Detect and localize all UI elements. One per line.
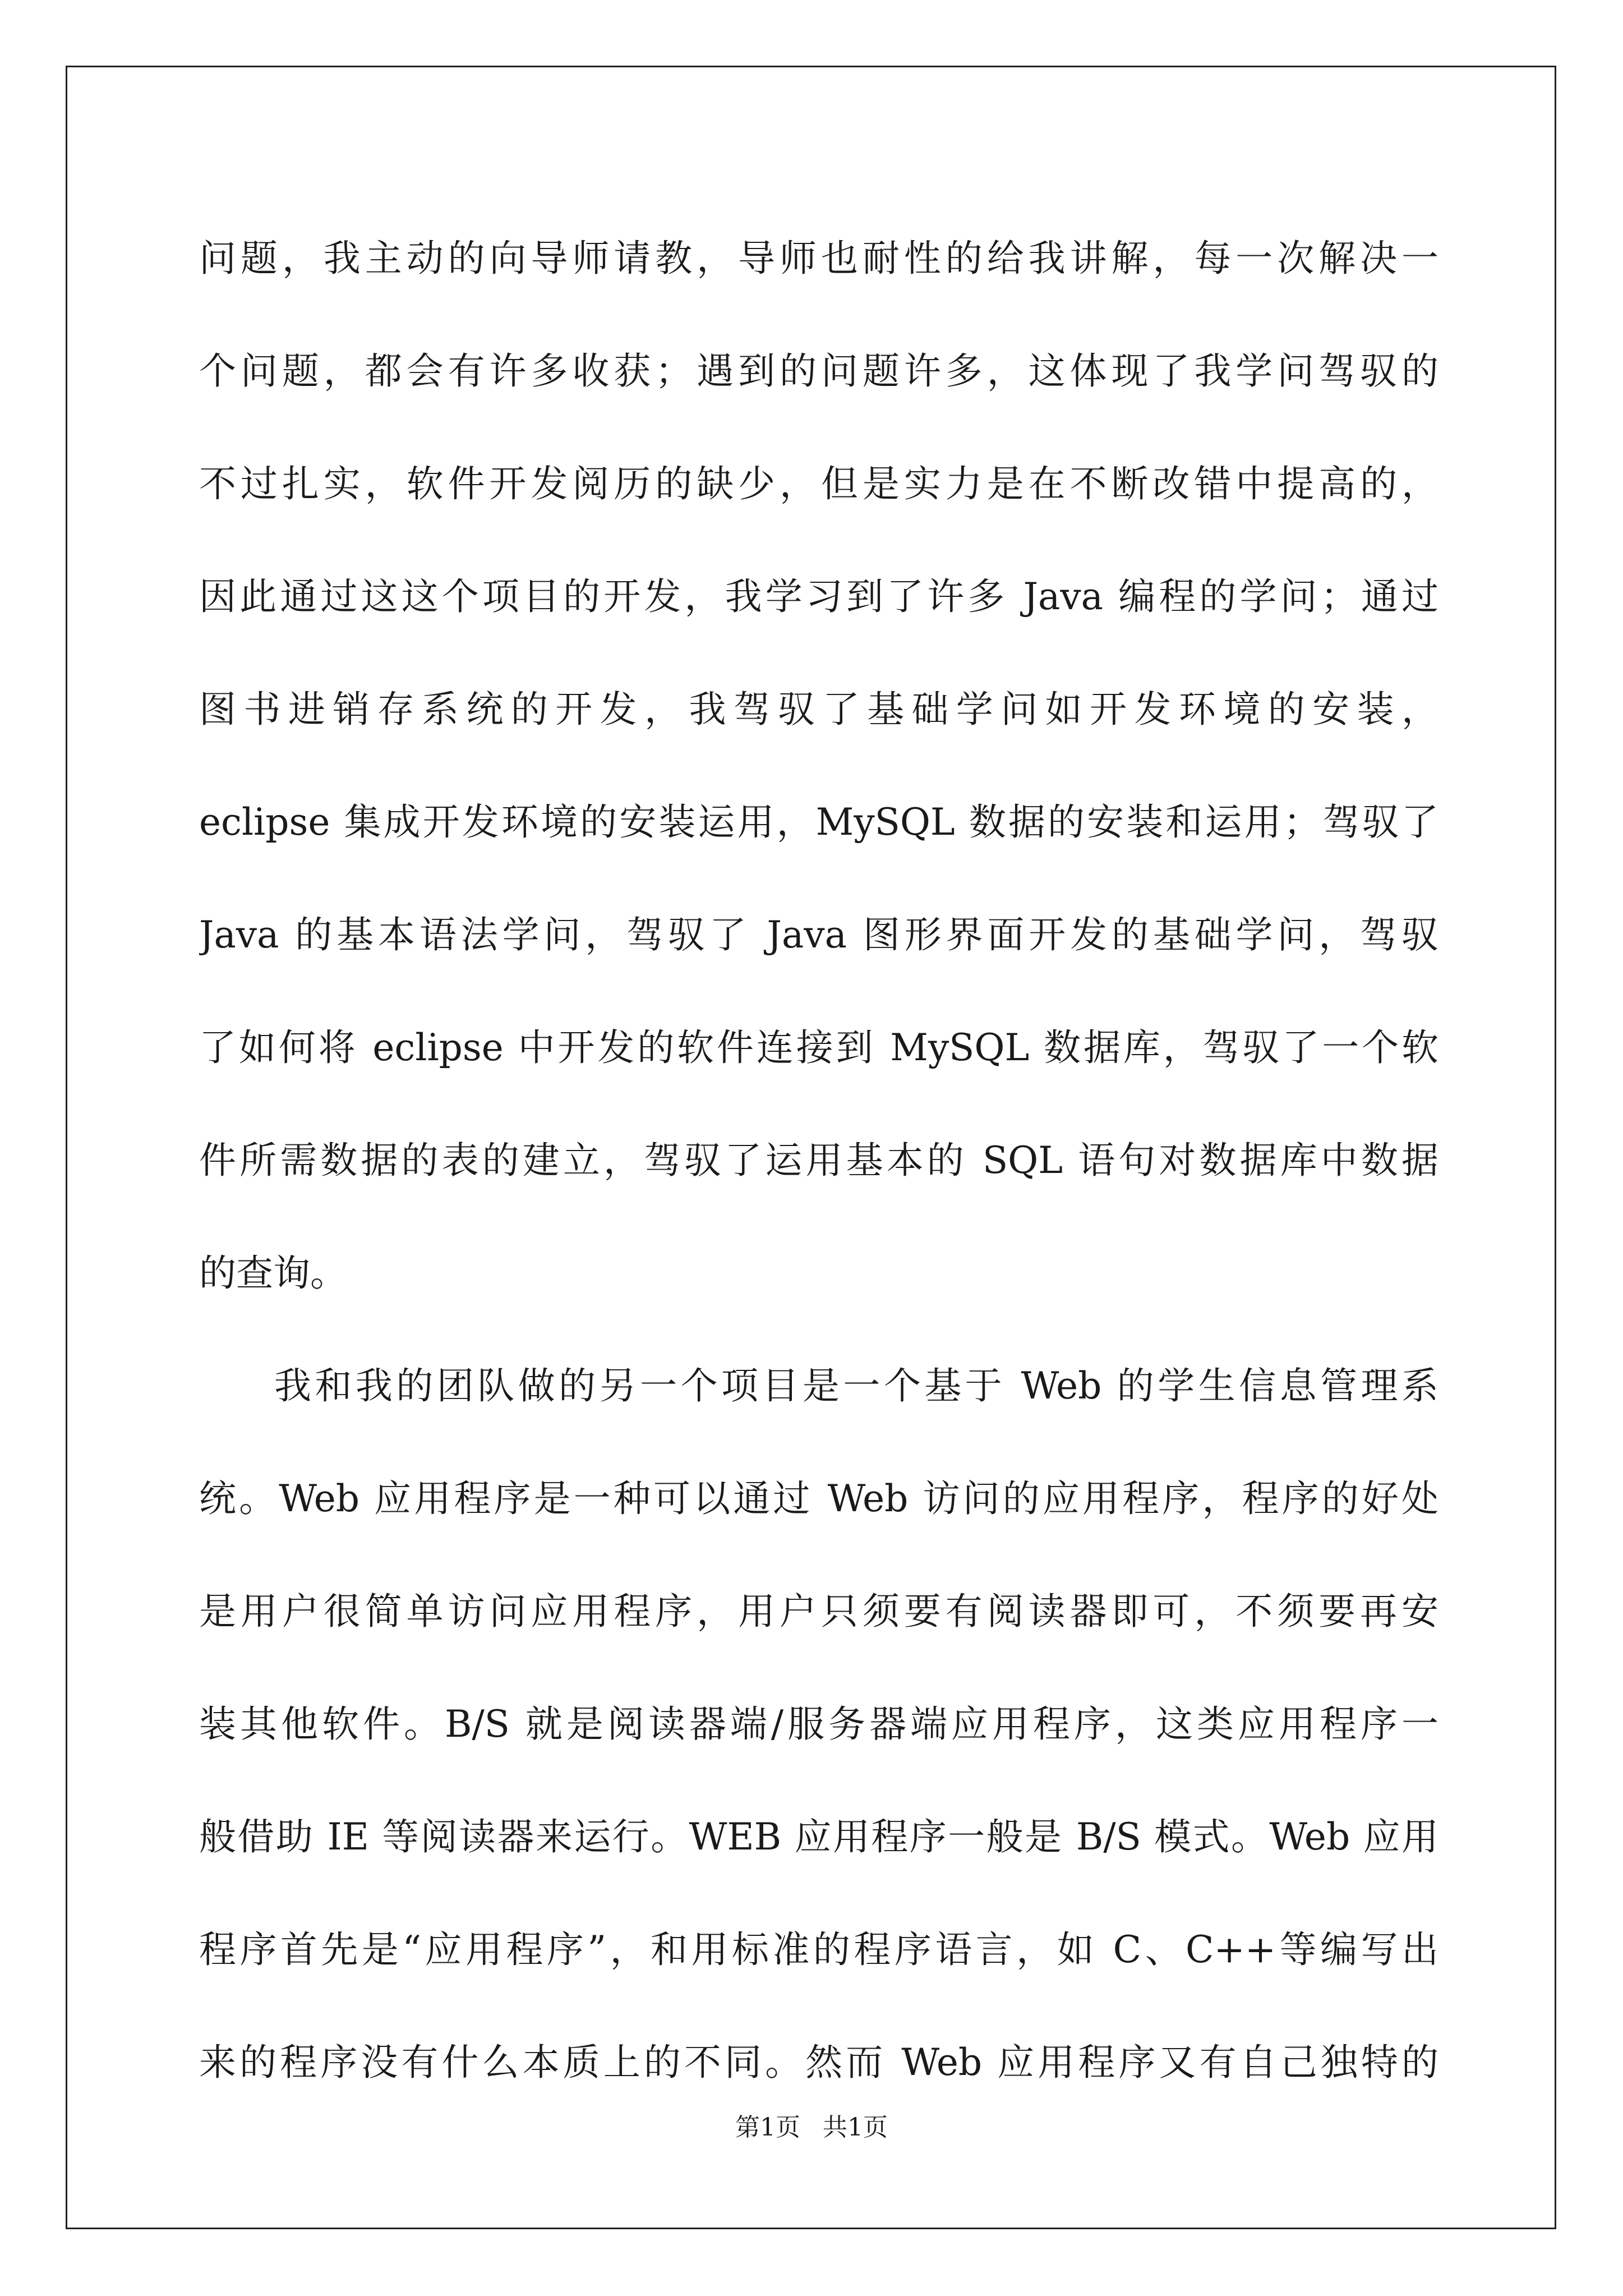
text-line: 是用户很简单访问应用程序，用户只须要有阅读器即可，不须要再安 — [199, 1590, 1438, 1633]
text-line: 不过扎实，软件开发阅历的缺少，但是实力是在不断改错中提高的， — [199, 462, 1438, 505]
page-footer — [0, 2111, 1623, 2145]
text-line: 来的程序没有什么本质上的不同。然而 Web 应用程序又有自己独特的 — [199, 2041, 1438, 2084]
text-line: 个问题，都会有许多收获；遇到的问题许多，这体现了我学问驾驭的 — [199, 349, 1438, 393]
text-line: 因此通过这这个项目的开发，我学习到了许多 Java 编程的学问；通过 — [199, 575, 1438, 618]
text-line: 程序首先是“应用程序”，和用标准的程序语言，如 C、C++等编写出 — [199, 1928, 1438, 1971]
text-line: eclipse 集成开发环境的安装运用，MySQL 数据的安装和运用；驾驭了 — [199, 800, 1438, 844]
text-line: 了如何将 eclipse 中开发的软件连接到 MySQL 数据库，驾驭了一个软 — [199, 1026, 1438, 1069]
page-number: 第1页 — [735, 2113, 800, 2142]
document-body — [199, 202, 1438, 2119]
page-total: 共1页 — [823, 2113, 888, 2142]
text-line-paragraph-end: 的查询。 — [199, 1251, 347, 1295]
text-line: 件所需数据的表的建立，驾驭了运用基本的 SQL 语句对数据库中数据 — [199, 1139, 1438, 1182]
text-line: 图书进销存系统的开发，我驾驭了基础学问如开发环境的安装， — [199, 688, 1438, 731]
text-line: 般借助 IE 等阅读器来运行。WEB 应用程序一般是 B/S 模式。Web 应用 — [199, 1815, 1438, 1858]
text-line-paragraph-start: 我和我的团队做的另一个项目是一个基于 Web 的学生信息管理系 — [274, 1364, 1438, 1407]
text-line: Java 的基本语法学问，驾驭了 Java 图形界面开发的基础学问，驾驭 — [199, 913, 1438, 956]
text-line: 装其他软件。B/S 就是阅读器端/服务器端应用程序，这类应用程序一 — [199, 1703, 1438, 1746]
text-line: 统。Web 应用程序是一种可以通过 Web 访问的应用程序，程序的好处 — [199, 1477, 1438, 1520]
text-line: 问题，我主动的向导师请教，导师也耐性的给我讲解，每一次解决一 — [199, 237, 1438, 280]
